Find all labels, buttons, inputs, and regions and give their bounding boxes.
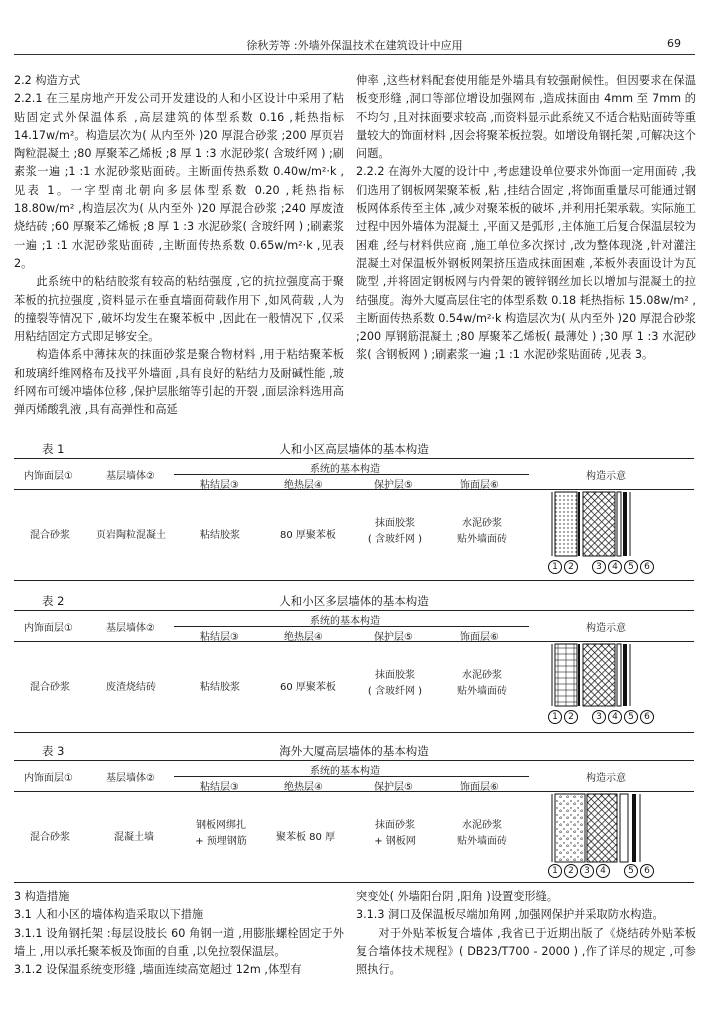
cell-insul: 80 厚聚苯板 [280, 530, 336, 541]
col-group: 系统的基本构造 [310, 616, 380, 627]
cell-bond: 粘结胶浆 [200, 682, 240, 693]
cell-finish: 水泥砂浆 贴外墙面砖 [457, 820, 507, 847]
table-title: 海外大厦高层墙体的基本构造 [279, 744, 429, 758]
col-base: 基层墙体② [106, 623, 155, 634]
group-rule [174, 776, 529, 777]
col-diagram: 构造示意 [586, 471, 626, 482]
layer-marker: 2 [564, 864, 578, 878]
cell-protect: 抹面砂浆 + 钢板网 [374, 820, 416, 847]
paragraph: 2.2.1 在三星房地产开发公司开发建设的人和小区设计中采用了粘贴固定式外保温体系 ,高层建筑的体型系数 0.16 ,耗热指标 14.17w/m²。构造层次为( 从内至外 )20 厚混合砂浆 ;200 厚页岩陶粒混凝土 ;80 厚聚苯乙烯板 ;8 厚 1 :3 水泥砂浆( 含玻纤网 ) ;刷素浆一遍 ;1 :1 水泥砂浆贴面砖。主断面传热系数 0.40w/m²·k ,见表 1。一字型南北朝向多层体型系数 0.20 ,耗热指标 18.80w/m² ,构造层次为( 从内至外 )20 厚混合砂浆 ;240 厚废渣烧结砖 ;60 厚聚苯乙烯板 ;8 厚 1 :3 水泥砂浆( 含玻纤网 ) ;刷素浆一遍 ;1 :1 水泥砂浆贴面砖 ,主断面传热系数 0.65w/m²·k ,见表 2。 [14, 92, 344, 270]
table-body [14, 458, 694, 581]
col-group: 系统的基本构造 [310, 766, 380, 777]
layer-marker: 3 [580, 864, 594, 878]
layer-marker: 2 [564, 560, 578, 574]
cell-bond: 钢板网绑扎 + 预埋钢筋 [195, 820, 247, 847]
table-row [14, 792, 694, 882]
paragraph: 3.1.3 洞口及保温板尽端加角网 ,加强网保护并采取防水构造。 [356, 908, 664, 922]
paragraph: 突变处( 外墙阳台阴 ,阳角 )设置变形缝。 [356, 890, 558, 903]
col-insul: 绝热层④ [284, 480, 323, 491]
col-finish: 饰面层⑥ [460, 632, 499, 643]
table-caption [14, 592, 694, 610]
paragraph: 2.2.2 在海外大厦的设计中 ,考虑建设单位要求外饰面一定用面砖 ,我们选用了钢板网架聚苯板 ,粘 ,挂结合固定 ,将饰面重量尽可能通过钢板网体系传至主体 ,减少对聚苯板的破坏 ,并利用托架承载。实际施工过程中因外墙体为混凝土 ,平面又是弧形 ,主体施工后复合保温层较为困难 ,经与材料供应商 ,施工单位多次探讨 ,改为整体现浇 ,针对灌注混凝土对保温板外钢板网架挤压造成抹面困难 ,苯板外表面设计为瓦陇型 ,并将固定钢板网与内骨架的镀锌钢丝加长以增加与混凝土的拉结强度。海外大厦高层住宅的体型系数 0.18 耗热指标 15.08w/m² ,主断面传热系数 0.54w/m²·k 构造层次为( 从内至外 )20 厚混合砂浆 ;200 厚钢筋混凝土 ;80 厚聚苯乙烯板( 最薄处 ) ;30 厚 1 :3 水泥砂浆( 含钢板网 ) ;刷素浆一遍 ;1 :1 水泥砂浆贴面砖 ,见表 3。 [356, 165, 696, 362]
layer-marker: 1 [548, 560, 562, 574]
col-inner: 内饰面层① [24, 471, 73, 482]
cell-inner: 混合砂浆 [30, 832, 70, 843]
paragraph: 伸率 ,这些材料配套使用能是外墙具有较强耐候性。但因要求在保温板变形缝 ,洞口等部位增设加强网布 ,造成抹面由 4mm 至 7mm 的不均匀 ,且对抹面要求较高 ,而资料显示此系统又不适合粘贴面砖等重量较大的饰面材料 ,因会将聚苯板拉裂。如增设角钢托架 ,可解决这个问题。 [356, 74, 696, 161]
table-number: 表 2 [42, 594, 65, 608]
col-protect: 保护层⑤ [374, 632, 413, 643]
cell-bond: 粘结胶浆 [200, 530, 240, 541]
cell-insul: 60 厚聚苯板 [280, 682, 336, 693]
table-2 [14, 592, 694, 733]
layer-marker: 1 [548, 864, 562, 878]
table-header-row [14, 761, 694, 792]
layer-marker: 6 [640, 864, 654, 878]
layer-marker: 5 [624, 864, 638, 878]
col-bond: 粘结层③ [200, 782, 239, 793]
right-column-bottom [356, 888, 696, 979]
layer-marker: 1 [548, 710, 562, 724]
layer-marker: 4 [596, 864, 610, 878]
subsection-heading: 3.1 人和小区的墙体构造采取以下措施 [14, 908, 204, 922]
table-body [14, 610, 694, 733]
table-number: 表 3 [42, 744, 65, 758]
table-caption [14, 440, 694, 458]
section-heading: 3 构造措施 [14, 890, 70, 903]
paragraph: 对于外贴苯板复合墙体 ,我省已于近期出版了《烧结砖外贴苯板复合墙体技术规程》( DB23/T700 - 2000 ) ,作了详尽的规定 ,可参照执行。 [356, 926, 696, 977]
cell-protect: 抹面胶浆 ( 含玻纤网 ) [367, 518, 423, 545]
wall-section-diagram [534, 490, 694, 580]
layer-marker: 2 [564, 710, 578, 724]
wall-section-diagram [534, 792, 694, 882]
table-3 [14, 742, 694, 883]
cell-finish: 水泥砂浆 贴外墙面砖 [457, 518, 507, 545]
left-column-top [14, 72, 344, 420]
cell-protect: 抹面胶浆 ( 含玻纤网 ) [367, 670, 423, 697]
page-number: 69 [667, 37, 681, 50]
table-1 [14, 440, 694, 581]
col-insul: 绝热层④ [284, 632, 323, 643]
paragraph: 此系统中的粘结胶浆有较高的粘结强度 ,它的抗拉强度高于聚苯板的抗拉强度 ,资料显示在垂直墙面荷载作用下 ,如风荷载 ,人为的撞裂等情况下 ,破坏均发生在聚苯板中 ,因此在一般情况下 ,仅采用粘结固定方式即足够安全。 [14, 275, 344, 344]
header-title: 徐秋芳等 :外墙外保温技术在建筑设计中应用 [246, 39, 463, 52]
cell-base: 混凝土墙 [114, 832, 154, 843]
paragraph: 3.1.2 设保温系统变形缝 ,墙面连续高宽超过 12m ,体型有 [14, 963, 302, 977]
col-protect: 保护层⑤ [374, 782, 413, 793]
col-diagram: 构造示意 [586, 773, 626, 784]
right-column-top [356, 72, 696, 365]
col-inner: 内饰面层① [24, 773, 73, 784]
paragraph: 3.1.1 设角钢托架 :每层设肢长 60 角钢一道 ,用膨胀螺栓固定于外墙上 ,用以承托聚苯板及饰面的自重 ,以免拉裂保温层。 [14, 926, 344, 958]
col-finish: 饰面层⑥ [460, 480, 499, 491]
table-caption [14, 742, 694, 760]
left-column-bottom [14, 888, 344, 979]
cell-inner: 混合砂浆 [30, 530, 70, 541]
col-base: 基层墙体② [106, 471, 155, 482]
wall-section-diagram [534, 642, 694, 732]
layer-marker: 4 [608, 710, 622, 724]
layer-marker: 5 [624, 710, 638, 724]
table-row [14, 642, 694, 732]
col-group: 系统的基本构造 [310, 464, 380, 475]
cell-insul: 聚苯板 80 厚 [276, 832, 336, 843]
layer-marker: 6 [640, 560, 654, 574]
cell-inner: 混合砂浆 [30, 682, 70, 693]
cell-base: 废渣烧结砖 [106, 682, 156, 693]
cell-base: 页岩陶粒混凝土 [96, 530, 166, 541]
group-rule [174, 474, 529, 475]
running-header [14, 34, 695, 55]
layer-marker: 5 [624, 560, 638, 574]
table-number: 表 1 [42, 442, 65, 456]
col-bond: 粘结层③ [200, 632, 239, 643]
layer-marker: 6 [640, 710, 654, 724]
table-row [14, 490, 694, 580]
col-inner: 内饰面层① [24, 623, 73, 634]
layer-marker: 3 [592, 710, 606, 724]
layer-marker: 4 [608, 560, 622, 574]
col-base: 基层墙体② [106, 773, 155, 784]
col-diagram: 构造示意 [586, 623, 626, 634]
col-bond: 粘结层③ [200, 480, 239, 491]
table-body [14, 760, 694, 883]
group-rule [174, 626, 529, 627]
col-finish: 饰面层⑥ [460, 782, 499, 793]
col-insul: 绝热层④ [284, 782, 323, 793]
section-heading: 2.2 构造方式 [14, 74, 81, 87]
paragraph: 构造体系中薄抹灰的抹面砂浆是聚合物材料 ,用于粘结聚苯板和玻璃纤维网格布及找平外墙面 ,具有良好的粘结力及耐碱性能 ,玻纤网布可缓冲墙体位移 ,保护层胀缩等引起的开裂 ,面层涂料选用高弹丙烯酸乳液 ,具有高弹性和高延 [14, 348, 344, 417]
col-protect: 保护层⑤ [374, 480, 413, 491]
layer-marker: 3 [592, 560, 606, 574]
cell-finish: 水泥砂浆 贴外墙面砖 [457, 670, 507, 697]
table-title: 人和小区高层墙体的基本构造 [279, 442, 429, 456]
table-header-row [14, 459, 694, 490]
table-header-row [14, 611, 694, 642]
table-title: 人和小区多层墙体的基本构造 [279, 594, 429, 608]
